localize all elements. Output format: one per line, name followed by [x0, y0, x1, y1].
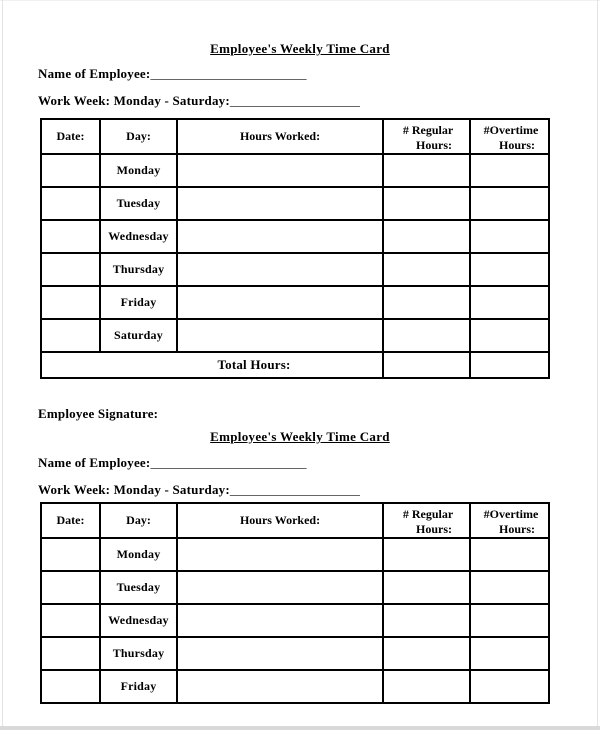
regular-hours-cell: [383, 286, 470, 319]
overtime-hours-header-line2: Hours:: [499, 521, 535, 536]
timecard-section-2: [0, 429, 600, 704]
total-overtime-hours-cell: [470, 352, 549, 378]
regular-hours-cell: [383, 670, 470, 703]
column-header-regular-hours: [383, 503, 470, 538]
table-row-wednesday: [41, 604, 549, 637]
regular-hours-cell: [383, 220, 470, 253]
image-bottom-edge-bar: [0, 726, 600, 730]
date-cell: [41, 187, 100, 220]
day-cell: Thursday: [100, 253, 177, 286]
overtime-hours-cell: [470, 286, 549, 319]
name-of-employee-label: Name of Employee:: [38, 66, 151, 81]
day-cell: Saturday: [100, 319, 177, 352]
work-week-line: [0, 482, 600, 497]
overtime-hours-cell: [470, 187, 549, 220]
hours-worked-cell: [177, 286, 383, 319]
table-row-thursday: [41, 637, 549, 670]
hours-worked-cell: [177, 253, 383, 286]
column-header-hours-worked: Hours Worked:: [177, 503, 383, 538]
table-row-thursday: [41, 253, 549, 286]
work-week-label: Work Week: Monday - Saturday:: [38, 93, 230, 108]
employee-signature-label: Employee Signature:: [38, 406, 159, 421]
column-header-overtime-hours: [470, 503, 549, 538]
overtime-hours-cell: [470, 538, 549, 571]
total-hours-label-cell: Total Hours:: [41, 352, 383, 378]
section-title: Employee's Weekly Time Card: [210, 429, 390, 444]
overtime-hours-header-line1: #Overtime: [483, 122, 539, 137]
date-cell: [41, 637, 100, 670]
total-regular-hours-cell: [383, 352, 470, 378]
regular-hours-header-line2: Hours:: [416, 137, 452, 152]
date-cell: [41, 538, 100, 571]
column-header-regular-hours: [383, 119, 470, 154]
date-cell: [41, 154, 100, 187]
date-cell: [41, 604, 100, 637]
name-fill-line: ________________________: [150, 455, 307, 470]
overtime-hours-cell: [470, 154, 549, 187]
day-cell: Wednesday: [100, 604, 177, 637]
week-fill-line: ____________________: [229, 482, 360, 497]
timecard-table-2: [40, 502, 550, 704]
day-cell: Friday: [100, 670, 177, 703]
overtime-hours-cell: [470, 319, 549, 352]
name-of-employee-line: [0, 66, 600, 81]
day-cell: Monday: [100, 538, 177, 571]
hours-worked-cell: [177, 220, 383, 253]
page-left-edge: [2, 0, 3, 726]
regular-hours-cell: [383, 154, 470, 187]
column-header-day: Day:: [100, 503, 177, 538]
table-row-total: [41, 352, 549, 378]
overtime-hours-cell: [470, 670, 549, 703]
date-cell: [41, 286, 100, 319]
regular-hours-cell: [383, 253, 470, 286]
regular-hours-cell: [383, 571, 470, 604]
regular-hours-cell: [383, 604, 470, 637]
table-row-tuesday: [41, 571, 549, 604]
day-cell: Tuesday: [100, 187, 177, 220]
table-row-monday: [41, 538, 549, 571]
table-row-wednesday: [41, 220, 549, 253]
date-cell: [41, 670, 100, 703]
column-header-date: Date:: [41, 503, 100, 538]
table-row-tuesday: [41, 187, 549, 220]
regular-hours-header-line2: Hours:: [416, 521, 452, 536]
timecard-section-1: [0, 41, 600, 421]
day-cell: Friday: [100, 286, 177, 319]
section-title: Employee's Weekly Time Card: [210, 41, 390, 56]
hours-worked-cell: [177, 319, 383, 352]
hours-worked-cell: [177, 637, 383, 670]
overtime-hours-cell: [470, 253, 549, 286]
column-header-day: Day:: [100, 119, 177, 154]
table-row-saturday: [41, 319, 549, 352]
name-of-employee-line: [0, 455, 600, 470]
regular-hours-header-line1: # Regular: [402, 506, 454, 521]
date-cell: [41, 220, 100, 253]
overtime-hours-cell: [470, 604, 549, 637]
regular-hours-header-line1: # Regular: [402, 122, 454, 137]
day-cell: Wednesday: [100, 220, 177, 253]
column-header-hours-worked: Hours Worked:: [177, 119, 383, 154]
day-cell: Thursday: [100, 637, 177, 670]
date-cell: [41, 319, 100, 352]
column-header-overtime-hours: [470, 119, 549, 154]
table-row-friday: [41, 286, 549, 319]
hours-worked-cell: [177, 670, 383, 703]
hours-worked-cell: [177, 154, 383, 187]
regular-hours-cell: [383, 538, 470, 571]
hours-worked-cell: [177, 571, 383, 604]
hours-worked-cell: [177, 187, 383, 220]
date-cell: [41, 253, 100, 286]
overtime-hours-cell: [470, 220, 549, 253]
day-cell: Monday: [100, 154, 177, 187]
table-row-friday: [41, 670, 549, 703]
overtime-hours-header-line1: #Overtime: [483, 506, 539, 521]
page-right-edge: [597, 0, 598, 726]
overtime-hours-cell: [470, 637, 549, 670]
column-header-date: Date:: [41, 119, 100, 154]
name-of-employee-label: Name of Employee:: [38, 455, 151, 470]
hours-worked-cell: [177, 538, 383, 571]
page-top-edge: [0, 0, 600, 1]
regular-hours-cell: [383, 187, 470, 220]
timecard-table-1: [40, 118, 550, 379]
table-header-row: [41, 119, 549, 154]
table-row-monday: [41, 154, 549, 187]
regular-hours-cell: [383, 319, 470, 352]
regular-hours-cell: [383, 637, 470, 670]
work-week-line: [0, 93, 600, 108]
overtime-hours-cell: [470, 571, 549, 604]
work-week-label: Work Week: Monday - Saturday:: [38, 482, 230, 497]
overtime-hours-header-line2: Hours:: [499, 137, 535, 152]
table-header-row: [41, 503, 549, 538]
hours-worked-cell: [177, 604, 383, 637]
date-cell: [41, 571, 100, 604]
name-fill-line: ________________________: [150, 66, 307, 81]
day-cell: Tuesday: [100, 571, 177, 604]
week-fill-line: ____________________: [229, 93, 360, 108]
